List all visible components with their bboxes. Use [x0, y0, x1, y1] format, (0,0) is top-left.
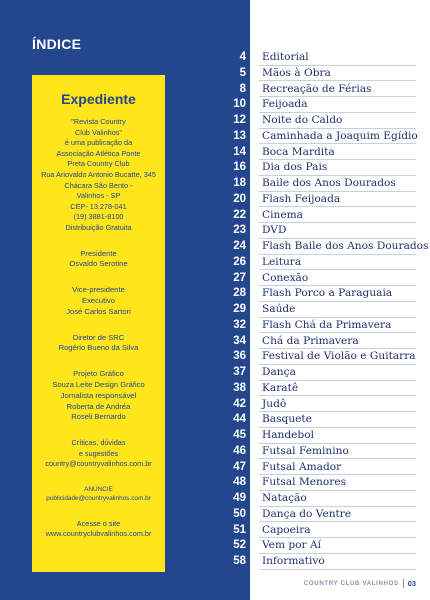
toc-page-number: 29 [233, 303, 246, 315]
toc-entry[interactable] [0, 381, 430, 397]
toc-entry[interactable] [0, 286, 430, 302]
toc-title: Dança [262, 366, 296, 378]
toc-entry[interactable] [0, 176, 430, 192]
expediente-line: www.countryclubvalinhos.com.br [45, 529, 152, 539]
expediente-line: country@countryvalinhos.com.br [45, 459, 152, 469]
expediente-line: Osvaldo Serotine [69, 259, 128, 269]
toc-entry[interactable] [0, 554, 430, 570]
toc-title: Handebol [262, 429, 314, 441]
toc-title: Karatê [262, 381, 299, 394]
toc-entry[interactable] [0, 475, 430, 491]
expediente-line: ANUNCIE [84, 485, 113, 493]
toc-title: Chá da Primavera [262, 334, 359, 347]
toc-page-number: 8 [239, 82, 246, 95]
toc-entry[interactable] [0, 97, 430, 113]
index-title: ÍNDICE [32, 36, 82, 52]
expediente-line: CEP- 13.278-041 [70, 201, 127, 211]
toc-entry[interactable] [0, 491, 430, 507]
expediente-line: Roseli Bernardo [71, 412, 126, 422]
expediente-line: Executivo [82, 295, 115, 305]
toc-title: Dia dos Pais [262, 161, 328, 174]
expediente-line: Críticas, dúvidas [71, 438, 126, 448]
toc-title: Editorial [262, 51, 309, 63]
toc-page-number: 34 [233, 334, 246, 347]
toc-title: Futsal Feminino [262, 444, 349, 457]
toc-entry[interactable] [0, 349, 430, 365]
toc-entry[interactable] [0, 223, 430, 239]
toc-title: Baile dos Anos Dourados [262, 177, 396, 189]
toc-title: Flash Porco a Paraguaia [262, 287, 393, 300]
expediente-line: "Revista Country [71, 117, 126, 126]
toc-title: Conexão [262, 271, 309, 284]
toc-entry[interactable] [0, 145, 430, 161]
toc-page-number: 4 [239, 51, 246, 63]
expediente-line: Preta Country Club [67, 159, 130, 169]
toc-page-number: 27 [233, 271, 246, 284]
toc-title: Flash Feijoada [262, 192, 341, 205]
toc-title: DVD [262, 224, 287, 237]
toc-page-number: 52 [233, 539, 246, 552]
toc-page-number: 10 [233, 98, 246, 111]
toc-entry[interactable] [0, 365, 430, 381]
toc-page-number: 45 [233, 429, 246, 441]
toc-entry[interactable] [0, 50, 430, 66]
expediente-line: Associação Atlética Ponte [56, 148, 141, 158]
toc-entry[interactable] [0, 239, 430, 255]
expediente-line: Roberta de Andréa [66, 401, 131, 411]
expediente-line: (19) 3881-8100 [73, 212, 124, 222]
toc-entry[interactable] [0, 428, 430, 444]
toc-title: Futsal Menores [262, 476, 347, 489]
toc-page-number: 18 [233, 177, 246, 189]
toc-page-number: 47 [233, 460, 246, 473]
toc-title: Leitura [262, 255, 302, 268]
toc-entry[interactable] [0, 113, 430, 129]
toc-page-number: 58 [233, 555, 246, 567]
toc-title: Basquete [262, 413, 312, 426]
page-number: 03 [407, 579, 416, 588]
toc-page-number: 48 [233, 476, 246, 489]
toc-title: Natação [262, 492, 307, 504]
toc-title: Flash Chá da Primavera [262, 318, 392, 331]
expediente-line: Chácara São Bento - [64, 180, 133, 190]
expediente-line: Presidente [80, 248, 117, 258]
toc-entry[interactable] [0, 397, 430, 413]
toc-entry[interactable] [0, 129, 430, 145]
table-of-contents [0, 50, 430, 570]
toc-entry[interactable] [0, 412, 430, 428]
expediente-line: Distribuição Gratuita [65, 222, 132, 232]
footer-divider [403, 579, 404, 588]
toc-page-number: 49 [233, 492, 246, 504]
expediente-line: publicidade@countryvalinhos.com.br [46, 495, 151, 503]
toc-page-number: 38 [233, 381, 246, 394]
toc-page-number: 24 [233, 240, 246, 252]
toc-title: Judô [262, 397, 287, 410]
toc-entry[interactable] [0, 538, 430, 554]
toc-entry[interactable] [0, 334, 430, 350]
toc-page-number: 44 [233, 413, 246, 426]
toc-page-number: 28 [233, 287, 246, 300]
toc-page-number: 46 [233, 444, 246, 457]
toc-page-number: 20 [233, 192, 246, 205]
toc-entry[interactable] [0, 255, 430, 271]
expediente-heading: Expediente [61, 91, 136, 107]
toc-page-number: 51 [233, 523, 246, 536]
toc-divider [259, 569, 416, 570]
toc-page-number: 26 [233, 255, 246, 268]
toc-title: Saúde [262, 303, 296, 315]
expediente-line: Rogério Bueno da Silva [58, 343, 139, 353]
toc-page-number: 37 [233, 366, 246, 378]
toc-entry[interactable] [0, 160, 430, 176]
toc-page-number: 32 [233, 318, 246, 331]
toc-page-number: 16 [233, 161, 246, 174]
toc-title: Festival de Violão e Guitarra [262, 350, 416, 363]
toc-entry[interactable] [0, 208, 430, 224]
expediente-line: Projeto Gráfico [73, 369, 124, 379]
toc-page-number: 23 [233, 224, 246, 237]
toc-title: Mãos à Obra [262, 66, 331, 79]
expediente-line: Jornalista responsável [60, 390, 137, 400]
toc-entry[interactable] [0, 66, 430, 82]
expediente-line: Club Valinhos" [74, 127, 123, 137]
expediente-line: José Carlos Sartori [66, 306, 131, 316]
expediente-line: Diretor de SRC [72, 332, 125, 342]
expediente-line: Valinhos - SP [76, 191, 121, 201]
toc-title: Flash Baile dos Anos Dourados [262, 240, 429, 252]
toc-title: Boca Mardita [262, 145, 335, 158]
toc-page-number: 13 [233, 129, 246, 142]
toc-entry[interactable] [0, 507, 430, 523]
toc-page-number: 36 [233, 350, 246, 363]
toc-page-number: 12 [233, 114, 246, 126]
toc-title: Futsal Amador [262, 460, 342, 473]
toc-entry[interactable] [0, 523, 430, 539]
expediente-line: e sugestões [78, 448, 119, 458]
magazine-name: COUNTRY CLUB VALINHOS [303, 580, 399, 587]
toc-page-number: 14 [233, 145, 246, 158]
toc-title: Dança do Ventre [262, 507, 352, 520]
toc-title: Recreação de Férias [262, 82, 372, 95]
toc-page-number: 50 [233, 507, 246, 520]
expediente-line: é uma publicação da [64, 138, 133, 148]
toc-title: Informativo [262, 555, 325, 567]
toc-entry[interactable] [0, 318, 430, 334]
toc-title: Feijoada [262, 98, 308, 111]
toc-entry[interactable] [0, 460, 430, 476]
page-footer [304, 579, 416, 588]
toc-page-number: 5 [239, 66, 246, 79]
toc-entry[interactable] [0, 271, 430, 287]
expediente-line: Rua Ariovaldo Antonio Bucatte, 345 [41, 169, 156, 179]
expediente-line: Acesse o site [76, 518, 121, 528]
toc-title: Noite do Caldo [262, 114, 343, 126]
toc-title: Capoeira [262, 523, 311, 536]
toc-title: Caminhada a Joaquim Egídio [262, 129, 418, 142]
toc-entry[interactable] [0, 192, 430, 208]
toc-page-number: 22 [233, 208, 246, 221]
toc-title: Cinema [262, 208, 303, 221]
expediente-line: Vice-presidente [72, 285, 125, 295]
toc-entry[interactable] [0, 444, 430, 460]
expediente-line: Souza Leite Design Gráfico [52, 379, 145, 389]
toc-entry[interactable] [0, 302, 430, 318]
toc-entry[interactable] [0, 82, 430, 98]
toc-title: Vem por Aí [262, 539, 321, 552]
toc-page-number: 42 [233, 397, 246, 410]
